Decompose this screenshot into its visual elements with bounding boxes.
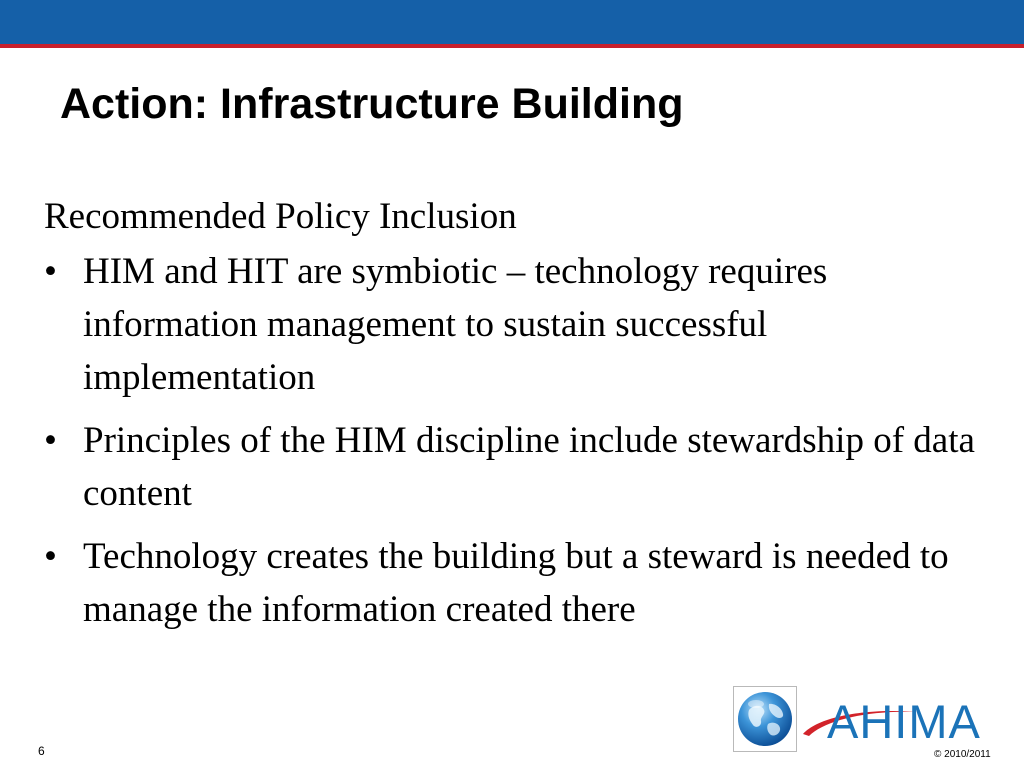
- bullet-item: [44, 530, 1004, 636]
- bullet-list: [44, 245, 1004, 636]
- header-band: [0, 0, 1024, 44]
- bullet-item: [44, 245, 1004, 404]
- copyright-text: © 2010/2011: [934, 749, 991, 760]
- ahima-wordmark: [799, 690, 999, 752]
- page-number: 6: [38, 744, 45, 758]
- bullet-item: [44, 414, 1004, 520]
- slide-title: Action: Infrastructure Building: [60, 80, 684, 128]
- globe-frame: [733, 686, 797, 752]
- bullet-text: Principles of the HIM discipline include stewardship of data content: [83, 420, 975, 514]
- bullet-text: HIM and HIT are symbiotic – technology requires information management to sustain successful implementation: [83, 251, 828, 398]
- bullet-marker: •: [44, 420, 57, 461]
- logo-text: AHIMA: [827, 695, 981, 748]
- bullet-marker: •: [44, 536, 57, 577]
- intro-text: Recommended Policy Inclusion: [44, 196, 517, 237]
- bullet-marker: •: [44, 251, 57, 292]
- ahima-logo: [733, 686, 999, 752]
- slide-body: [44, 190, 1004, 636]
- header-rule: [0, 44, 1024, 48]
- globe-icon: [736, 690, 794, 748]
- bullet-text: Technology creates the building but a steward is needed to manage the information created there: [83, 536, 949, 630]
